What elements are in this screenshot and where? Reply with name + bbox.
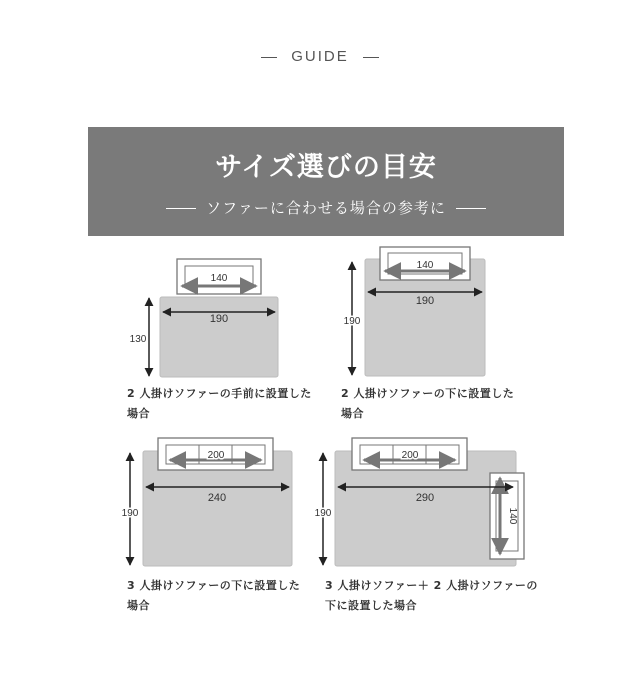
caption-line: 2 人掛けソファーの下に設置した bbox=[341, 387, 515, 400]
guide-label: GUIDE bbox=[291, 48, 349, 65]
rug bbox=[160, 297, 278, 377]
caption-diagram-1 bbox=[127, 384, 312, 424]
caption-line: 場合 bbox=[341, 407, 364, 420]
side-sofa-width-label: 140 bbox=[507, 507, 518, 525]
sofa-width-label: 200 bbox=[207, 450, 225, 461]
caption-line: 場合 bbox=[127, 407, 150, 420]
diagram-two-seat-front bbox=[130, 259, 278, 377]
sofa-width-label: 200 bbox=[401, 450, 419, 461]
caption-diagram-2 bbox=[341, 384, 514, 424]
caption-diagram-4 bbox=[325, 576, 538, 616]
sofa-width-label: 140 bbox=[210, 273, 228, 284]
rug-depth-label: 190 bbox=[314, 508, 332, 519]
diagram-two-seat-under bbox=[344, 247, 485, 376]
caption-diagram-3 bbox=[127, 576, 300, 616]
caption-line: 場合 bbox=[127, 599, 150, 612]
caption-line: 2 人掛けソファーの手前に設置した bbox=[127, 387, 312, 400]
caption-line: 3 人掛けソファー＋ 2 人掛けソファーの bbox=[325, 579, 538, 592]
rug-width-label: 190 bbox=[415, 295, 435, 307]
caption-line: 下に設置した場合 bbox=[325, 599, 417, 612]
rug-depth-label: 130 bbox=[129, 334, 147, 345]
diagram-three-seat-under bbox=[122, 438, 292, 566]
caption-line: 3 人掛けソファーの下に設置した bbox=[127, 579, 301, 592]
rug-depth-label: 190 bbox=[121, 508, 139, 519]
rug-width-label: 240 bbox=[207, 492, 227, 504]
rug-width-label: 290 bbox=[415, 492, 435, 504]
rug-depth-label: 190 bbox=[343, 316, 361, 327]
banner-title: サイズ選びの目安 bbox=[215, 152, 437, 183]
rug-width-label: 190 bbox=[209, 313, 229, 325]
sofa-width-label: 140 bbox=[416, 260, 434, 271]
diagram-three-plus-two-under bbox=[315, 438, 524, 566]
banner-subtitle: ソファーに合わせる場合の参考に bbox=[206, 199, 446, 217]
